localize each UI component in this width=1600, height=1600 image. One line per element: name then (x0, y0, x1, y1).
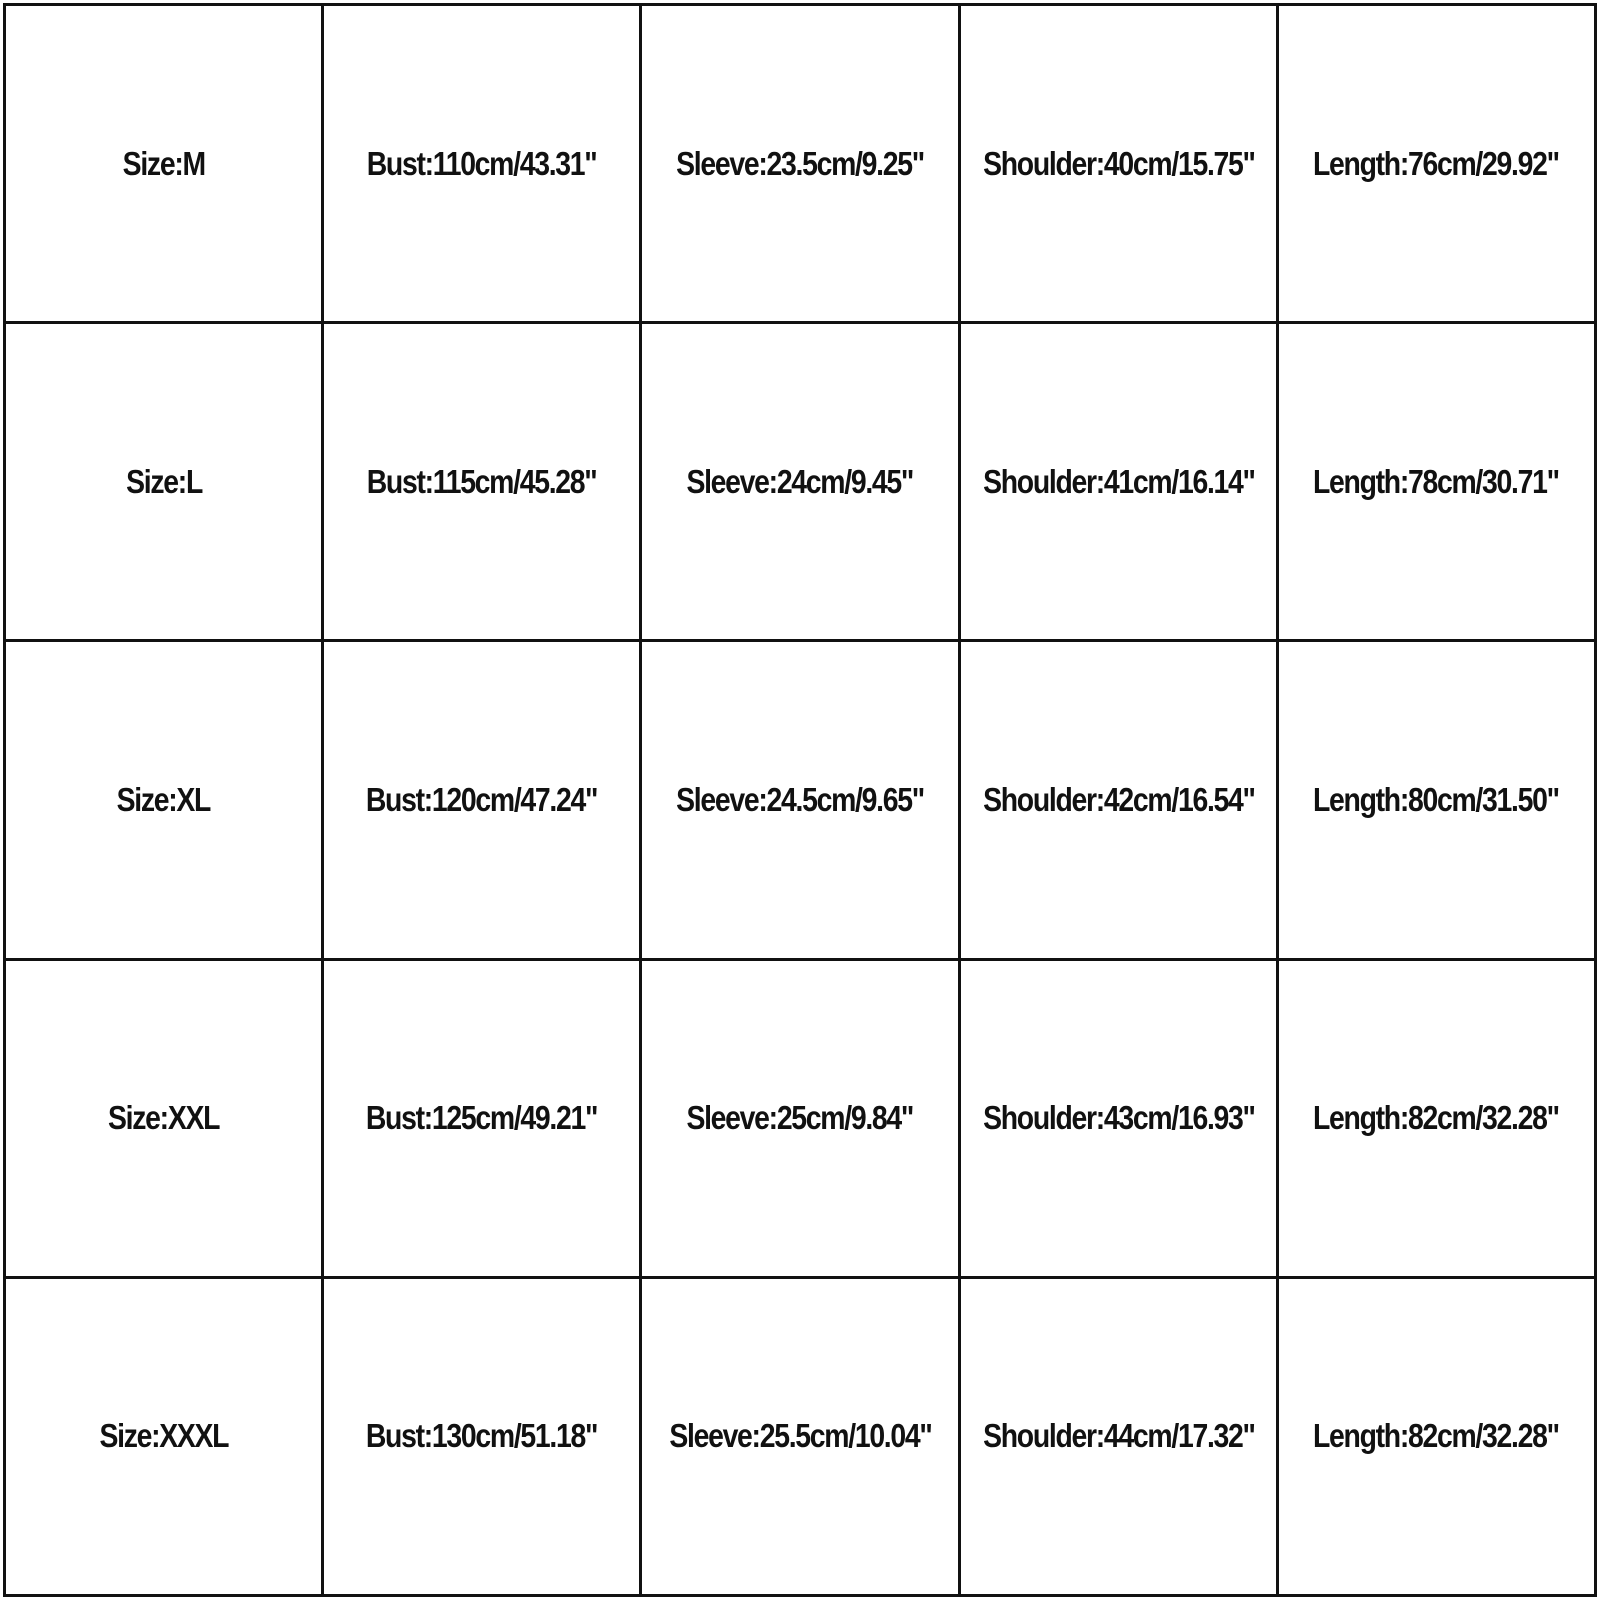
shoulder-value: Shoulder:40cm/15.75" (982, 144, 1255, 182)
length-cell (1277, 641, 1595, 959)
size-label: Size:XL (116, 780, 211, 818)
sleeve-cell (641, 5, 959, 323)
sleeve-cell (641, 1277, 959, 1595)
shoulder-value: Shoulder:41cm/16.14" (982, 462, 1255, 500)
sleeve-cell (641, 323, 959, 641)
size-cell (5, 5, 323, 323)
bust-value: Bust:115cm/45.28" (366, 462, 597, 500)
table-row (5, 959, 1596, 1277)
shoulder-cell (959, 323, 1277, 641)
length-cell (1277, 1277, 1595, 1595)
bust-cell (323, 959, 641, 1277)
length-value: Length:82cm/32.28" (1313, 1099, 1560, 1137)
bust-value: Bust:110cm/43.31" (366, 144, 597, 182)
length-value: Length:76cm/29.92" (1313, 144, 1560, 182)
sleeve-cell (641, 641, 959, 959)
sleeve-value: Sleeve:24cm/9.45" (686, 462, 914, 500)
size-cell (5, 641, 323, 959)
shoulder-cell (959, 1277, 1277, 1595)
length-value: Length:78cm/30.71" (1313, 462, 1560, 500)
bust-value: Bust:130cm/51.18" (366, 1417, 598, 1455)
table-row (5, 5, 1596, 323)
shoulder-cell (959, 641, 1277, 959)
shoulder-cell (959, 959, 1277, 1277)
table-row (5, 1277, 1596, 1595)
size-label: Size:L (125, 462, 202, 500)
size-label: Size:XXXL (99, 1417, 228, 1455)
bust-cell (323, 323, 641, 641)
size-label: Size:M (122, 144, 205, 182)
length-cell (1277, 5, 1595, 323)
bust-cell (323, 1277, 641, 1595)
size-label: Size:XXL (108, 1099, 220, 1137)
sleeve-value: Sleeve:25.5cm/10.04" (668, 1417, 932, 1455)
shoulder-value: Shoulder:42cm/16.54" (982, 780, 1255, 818)
length-value: Length:80cm/31.50" (1313, 780, 1560, 818)
sleeve-value: Sleeve:24.5cm/9.65" (676, 780, 924, 818)
length-cell (1277, 959, 1595, 1277)
bust-cell (323, 5, 641, 323)
sleeve-value: Sleeve:25cm/9.84" (686, 1099, 914, 1137)
length-cell (1277, 323, 1595, 641)
size-chart-table (3, 3, 1597, 1597)
sleeve-value: Sleeve:23.5cm/9.25" (676, 144, 924, 182)
length-value: Length:82cm/32.28" (1313, 1417, 1560, 1455)
shoulder-value: Shoulder:43cm/16.93" (982, 1099, 1255, 1137)
bust-value: Bust:125cm/49.21" (366, 1099, 598, 1137)
shoulder-cell (959, 5, 1277, 323)
size-cell (5, 959, 323, 1277)
bust-value: Bust:120cm/47.24" (366, 780, 598, 818)
bust-cell (323, 641, 641, 959)
sleeve-cell (641, 959, 959, 1277)
table-row (5, 323, 1596, 641)
size-cell (5, 1277, 323, 1595)
size-cell (5, 323, 323, 641)
table-row (5, 641, 1596, 959)
shoulder-value: Shoulder:44cm/17.32" (982, 1417, 1255, 1455)
